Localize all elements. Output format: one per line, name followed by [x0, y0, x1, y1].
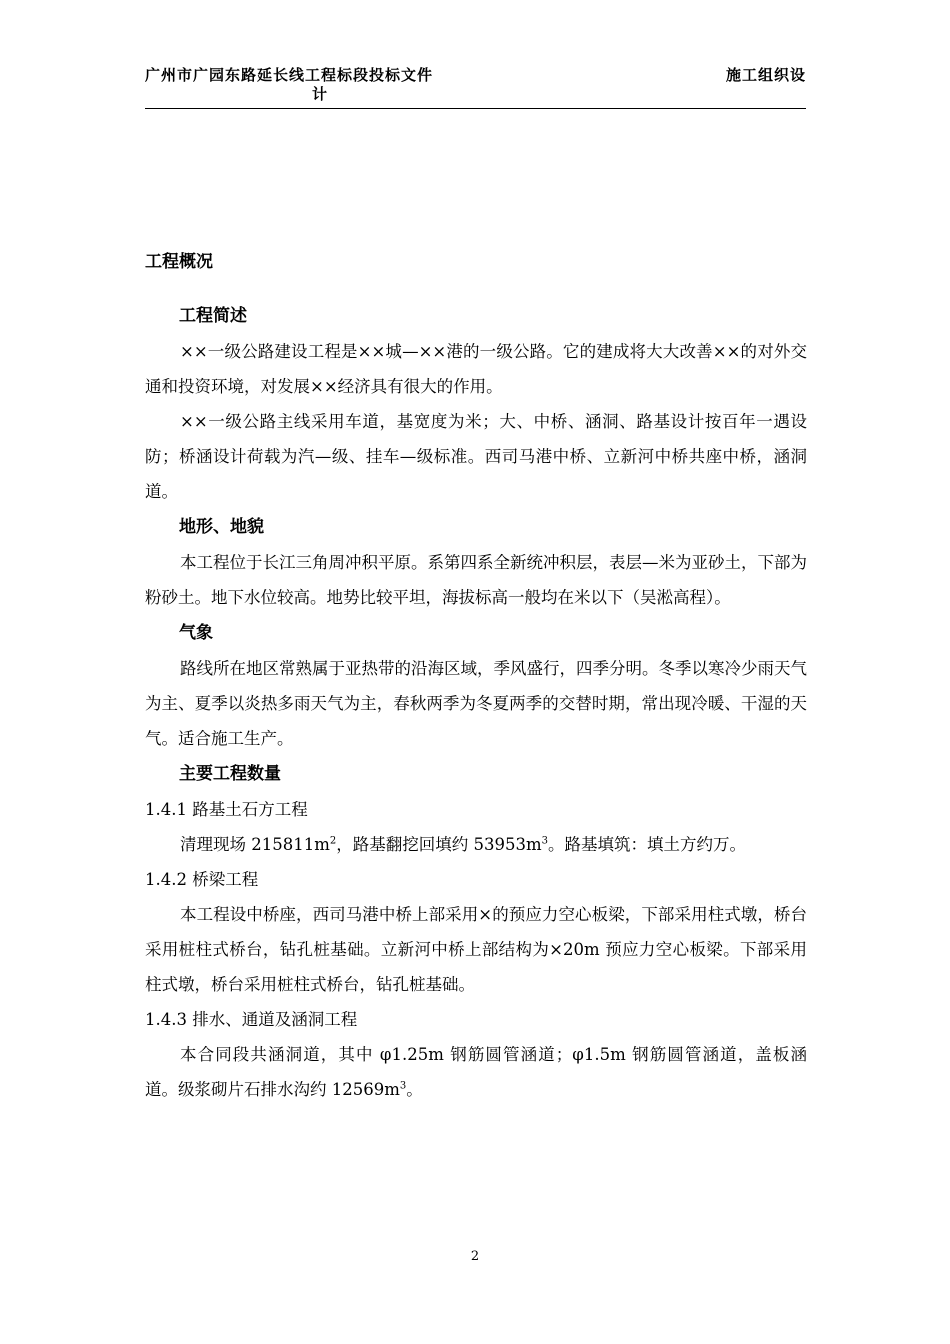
subsection-title-terrain: 地形、地貌: [179, 517, 264, 537]
climate-paragraph: 路线所在地区常熟属于亚热带的沿海区域，季风盛行，四季分明。冬季以寒冷少雨天气为主、夏季以炎热多雨天气为主，春秋两季为冬夏两季的交替时期，常出现冷暖、干湿的天气。适合施工生产。: [145, 659, 807, 748]
bridges-paragraph: 本工程设中桥座，西司马港中桥上部采用×的预应力空心板梁，下部采用柱式墩，桥台采用桩柱式桥台，钻孔桩基础。立新河中桥上部结构为×20m 预应力空心板梁。下部采用柱式墩，桥台采用桩柱式桥台，钻孔桩基础。: [145, 905, 807, 994]
drainage-paragraph: [145, 1037, 807, 1107]
header-title-line2: 计: [311, 85, 328, 103]
header-document-title: [145, 66, 495, 104]
subsection-title-overview: 工程简述: [179, 306, 247, 326]
item-title-bridges: 1.4.2 桥梁工程: [145, 870, 259, 889]
drainage-text-a: 本合同段共涵洞道，其中 φ1.25m 钢筋圆管涵道；φ1.5m 钢筋圆管涵道，盖板涵道。级浆砌片石排水沟约 12569m: [145, 1045, 807, 1099]
earthwork-text-a: 清理现场 215811m: [180, 835, 330, 854]
page-number: 2: [470, 1249, 480, 1264]
subsection-title-climate: 气象: [179, 623, 213, 643]
subsection-title-quantities: 主要工程数量: [179, 764, 281, 784]
earthwork-text-b: ，路基翻挖回填约 53953m: [336, 835, 542, 854]
earthwork-paragraph: [145, 827, 807, 862]
overview-paragraph-2: ××一级公路主线采用车道，基宽度为米；大、中桥、涵洞、路基设计按百年一遇设防；桥涵设计荷载为汽—级、挂车—级标准。西司马港中桥、立新河中桥共座中桥，涵洞道。: [145, 412, 807, 501]
terrain-paragraph: 本工程位于长江三角周冲积平原。系第四系全新统冲积层，表层—米为亚砂土，下部为粉砂土。地下水位较高。地势比较平坦，海拔标高一般均在米以下（吴淞高程）。: [145, 553, 807, 607]
page-header: [145, 66, 806, 109]
header-title-line1: 广州市广园东路延长线工程标段投标文件: [145, 66, 434, 84]
section-title: 工程概况: [145, 252, 213, 272]
earthwork-text-c: 。路基填筑：填土方约万。: [548, 835, 747, 854]
overview-paragraph-1: ××一级公路建设工程是××城—××港的一级公路。它的建成将大大改善××的对外交通和投资环境，对发展××经济具有很大的作用。: [145, 342, 807, 396]
earthwork-sup-1: 2: [329, 835, 337, 847]
header-right-label: 施工组织设: [725, 66, 806, 84]
drainage-sup: 3: [399, 1080, 407, 1092]
item-title-earthwork: 1.4.1 路基土石方工程: [145, 800, 308, 819]
item-title-drainage: 1.4.3 排水、通道及涵洞工程: [145, 1010, 358, 1029]
document-body: [145, 246, 807, 1107]
earthwork-sup-2: 3: [541, 835, 549, 847]
drainage-text-b: 。: [406, 1080, 423, 1099]
